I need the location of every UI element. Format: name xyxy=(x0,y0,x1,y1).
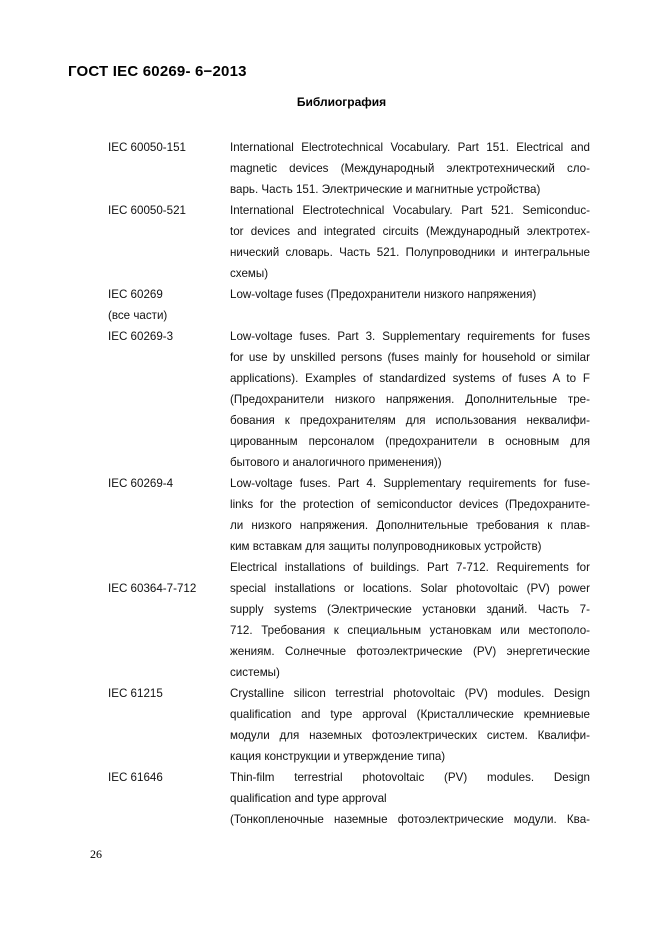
entry-description-line: Low-voltage fuses. Part 3. Supplementary requirements for fuses xyxy=(230,330,590,343)
entry-description-line: бования к предохранителям для использования неквалифи- xyxy=(230,414,590,427)
entry-description xyxy=(230,683,590,767)
entry-description-line: links for the protection of semiconductor devices (Предохраните- xyxy=(230,498,590,511)
entry-description xyxy=(230,326,590,473)
entry-description-line: системы) xyxy=(230,666,280,679)
entry-code xyxy=(108,473,223,494)
page-number: 26 xyxy=(90,847,102,861)
standard-header: ГОСТ IEC 60269- 6−2013 xyxy=(68,63,247,80)
entry-code-line: (все части) xyxy=(108,309,168,322)
entry-description xyxy=(230,137,590,200)
entry-description-line: (Тонкопленочные наземные фотоэлектрические модули. Ква- xyxy=(230,813,590,826)
entry-code-line: IEC 60050-151 xyxy=(108,141,186,154)
entry-description-line: qualification and type approval (Кристаллические кремниевые xyxy=(230,708,590,721)
entry-description-line: бытового и аналогичного применения)) xyxy=(230,456,442,469)
entry-description-line: Crystalline silicon terrestrial photovoltaic (PV) modules. Design xyxy=(230,687,590,700)
entry-description-line: нический словарь. Часть 521. Полупроводники и интегральные xyxy=(230,246,590,259)
entry-code-line: IEC 61646 xyxy=(108,771,163,784)
entry-description-line: International Electrotechnical Vocabulary. Part 521. Semiconduc- xyxy=(230,204,590,217)
entry-description xyxy=(230,473,590,578)
entry-description-line: applications). Examples of standardized systems of fuses A to F xyxy=(230,372,590,385)
entry-code xyxy=(108,578,223,599)
entry-description xyxy=(230,767,590,830)
entry-description-line: tor devices and integrated circuits (Международный электротех- xyxy=(230,225,590,238)
entry-description-line: варь. Часть 151. Электрические и магнитные устройства) xyxy=(230,183,541,196)
entry-description xyxy=(230,578,590,683)
section-title-bibliography: Библиография xyxy=(296,95,387,109)
entry-description-line: ким вставкам для защиты полупроводниковых устройств) xyxy=(230,540,542,553)
entry-description xyxy=(230,284,590,305)
entry-description-line: схемы) xyxy=(230,267,269,280)
entry-code-line: IEC 60269-3 xyxy=(108,330,174,343)
entry-code-line: IEC 60269-4 xyxy=(108,477,174,490)
entry-description-line: ли низкого напряжения. Дополнительные требования к плав- xyxy=(230,519,590,532)
entry-description-line: кация конструкции и утверждение типа) xyxy=(230,750,446,763)
entry-code xyxy=(108,683,223,704)
entry-description-line: supply systems (Электрические установки зданий. Часть 7- xyxy=(230,603,590,616)
entry-code xyxy=(108,326,223,347)
entry-description-line: (Предохранители низкого напряжения. Дополнительные тре- xyxy=(230,393,590,406)
entry-code-line: IEC 60050-521 xyxy=(108,204,186,217)
entry-code-line: IEC 61215 xyxy=(108,687,163,700)
entry-code xyxy=(108,200,223,221)
entry-description-line: qualification and type approval xyxy=(230,792,387,805)
entry-description-line: модули для наземных фотоэлектрических систем. Квалифи- xyxy=(230,729,590,742)
entry-description-line: Electrical installations of buildings. Part 7-712. Requirements for xyxy=(230,561,590,574)
entry-description-line: special installations or locations. Solar photovoltaic (PV) power xyxy=(230,582,590,595)
entry-description-line: for use by unskilled persons (fuses mainly for household or similar xyxy=(230,351,590,364)
entry-code-line: IEC 60364-7-712 xyxy=(108,582,197,595)
entry-code xyxy=(108,284,223,326)
entry-description xyxy=(230,200,590,284)
entry-code-line: IEC 60269 xyxy=(108,288,163,301)
entry-description-line: International Electrotechnical Vocabulary. Part 151. Electrical and xyxy=(230,141,590,154)
entry-description-line: жениям. Солнечные фотоэлектрические (PV) энергетические xyxy=(230,645,590,658)
entry-description-line: Low-voltage fuses. Part 4. Supplementary requirements for fuse- xyxy=(230,477,590,490)
entry-description-line: цированным персоналом (предохранители в основным для xyxy=(230,435,590,448)
entry-description-line: Low-voltage fuses (Предохранители низкого напряжения) xyxy=(230,288,537,301)
entry-description-line: magnetic devices (Международный электротехнический сло- xyxy=(230,162,590,175)
entry-code xyxy=(108,137,223,158)
entry-code xyxy=(108,767,223,788)
entry-description-line: 712. Требования к специальным установкам или местополо- xyxy=(230,624,590,637)
entry-description-line: Thin-film terrestrial photovoltaic (PV) modules. Design xyxy=(230,771,590,784)
